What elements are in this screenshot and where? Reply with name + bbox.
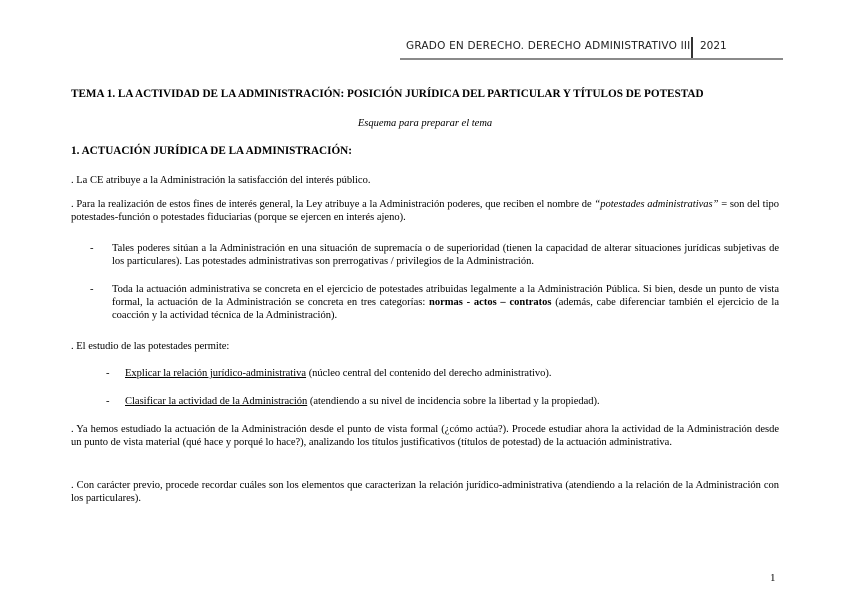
bullet-2-text-wrap <box>112 283 779 322</box>
document-title: TEMA 1. LA ACTIVIDAD DE LA ADMINISTRACIÓN: POSICIÓN JURÍDICA DEL PARTICULAR Y TÍTULOS DE POTESTAD <box>71 88 704 100</box>
bullet-3 <box>106 367 779 380</box>
header-year: 2021 <box>700 40 727 52</box>
bullet-3-text-wrap <box>125 367 552 380</box>
bullet-1-dash: - <box>90 243 94 254</box>
paragraph-2-rest: = son del tipo potestades-función o potestades fiduciarias (porque se ejercen en interés ajeno). <box>71 199 779 223</box>
bullet-1-text: Tales poderes sitúan a la Administración en una situación de supremacía o de superioridad (tienen la capacidad de alterar situaciones jurídicas subjetivas de los particulares). Las potestades administrativas son prerrogativas / privilegios de la Administración. <box>112 243 779 267</box>
bullet-4-dash: - <box>106 396 110 407</box>
document-subtitle: Esquema para preparar el tema <box>357 118 493 129</box>
bullet-4-rest: (atendiendo a su nivel de incidencia sobre la libertad y la propiedad). <box>307 396 600 407</box>
bullet-4-underlined: Clasificar la actividad de la Administración <box>125 396 308 407</box>
bullet-3-rest: (núcleo central del contenido del derecho administrativo). <box>306 368 552 379</box>
paragraph-2 <box>71 198 779 224</box>
bullet-2-text: Toda la actuación administrativa se concreta en el ejercicio de potestades atribuidas legalmente a la Administración Pública. Si bien, desde un punto de vista formal, la actuación de la Administración se concreta en tres categorías: <box>112 284 779 308</box>
paragraph-1: . La CE atribuye a la Administración la satisfacción del interés público. <box>71 175 371 186</box>
page-number: 1 <box>770 572 776 584</box>
section-heading: 1. ACTUACIÓN JURÍDICA DE LA ADMINISTRACIÓN: <box>71 145 352 157</box>
bullet-3-underlined: Explicar la relación jurídico-administrativa <box>125 368 307 379</box>
header-course: GRADO EN DERECHO. DERECHO ADMINISTRATIVO III <box>406 40 691 52</box>
header-separator <box>691 37 693 58</box>
bullet-4-text-wrap <box>125 395 600 408</box>
bullet-2-bold: normas - actos – contratos <box>429 297 552 308</box>
paragraph-2-term: “potestades administrativas” <box>594 199 719 210</box>
bullet-3-dash: - <box>106 368 110 379</box>
paragraph-3: . El estudio de las potestades permite: <box>71 341 230 352</box>
bullet-2 <box>90 283 779 322</box>
header-rule <box>400 58 783 60</box>
bullet-1 <box>90 242 779 268</box>
paragraph-5: . Con carácter previo, procede recordar cuáles son los elementos que caracterizan la relación jurídico-administrativa (atendiendo a la relación de la Administración con los particulares). <box>71 480 779 504</box>
page-header <box>400 37 780 59</box>
paragraph-4: . Ya hemos estudiado la actuación de la Administración desde el punto de vista formal (¿cómo actúa?). Procede estudiar ahora la actividad de la Administración desde un punto de vista material (qué hace y porqué lo hace?), analizando los títulos justificativos (títulos de potestad) de la actuación administrativa. <box>71 424 779 448</box>
paragraph-2-text: . Para la realización de estos fines de interés general, la Ley atribuye a la Administración poderes, que reciben el nombre de <box>71 199 595 210</box>
bullet-4 <box>106 395 779 408</box>
bullet-2-rest: (además, cabe diferenciar también el ejercicio de la coacción y la actividad técnica de la Administración). <box>112 297 779 321</box>
bullet-2-dash: - <box>90 284 94 295</box>
